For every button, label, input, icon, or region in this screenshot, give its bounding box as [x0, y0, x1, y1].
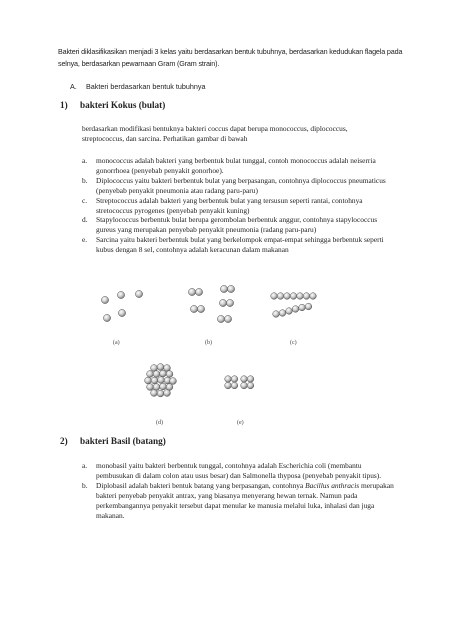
- list-item: [82, 156, 392, 176]
- figure-label-b: (b): [205, 340, 212, 346]
- list-marker: b.: [82, 175, 88, 185]
- list-item: [82, 461, 394, 481]
- list-text-part: merupakan bakteri penyebab penyakit antrax, yang biasanya menyerang hewan ternak. Namun pada perkembangannya penyakit tersebut dapat menular ke manusia melalui luka, inhalasi dan juga makanan.: [96, 481, 394, 520]
- figure-label-e: (e): [237, 420, 244, 426]
- list-text: [96, 481, 394, 521]
- list-marker: c.: [82, 195, 88, 205]
- section2-list: [82, 461, 394, 521]
- list-text: monobasil yaitu bakteri berbentuk tunggal, contohnya adalah Escherichia coli (membantu pembusukan di dalam colon atau usus besar) dan Salmonella thyposa (penyebab penyakit tipus).: [96, 461, 382, 480]
- diplococcus-illustration: [188, 285, 234, 322]
- coccus-figure-bottom: [140, 358, 270, 430]
- section2-title: bakteri Basil (batang): [80, 436, 166, 446]
- streptococcus-illustration: [271, 293, 317, 318]
- list-marker: a.: [82, 461, 88, 470]
- list-text: monococcus adalah bakteri yang berbentuk bulat tunggal, contoh monococcus adalah neiserria gonorrhoea (penyebab penyakit gonorhoe).: [96, 156, 376, 175]
- section1-heading: [60, 100, 165, 110]
- list-text: Streptococcus adalah bakteri yang berbentuk bulat yang tersusun seperti rantai, contohnya stretococcus pyrogenes (penyebab penyakit kuning): [96, 195, 363, 215]
- list-marker: d.: [82, 215, 88, 225]
- subsection-a-title: Bakteri berdasarkan bentuk tubuhnya: [86, 82, 206, 91]
- intro-paragraph: Bakteri diklasifikasikan menjadi 3 kelas yaitu berdasarkan bentuk tubuhnya, berdasarkan kedudukan flagela pada selnya, berdasarkan pewarnaan Gram (Gram strain).: [58, 47, 403, 68]
- section2-number: 2): [60, 436, 68, 446]
- list-marker: a.: [82, 156, 88, 165]
- species-name: Bacillus anthracis: [305, 481, 360, 490]
- staphylococcus-illustration: [145, 364, 177, 397]
- subsection-a: [70, 82, 205, 91]
- figure-label-c: (c): [290, 340, 297, 346]
- list-text: Diplococcus yaitu bakteri berbentuk bulat yang berpasangan, contohnya diplococcus pneumaticus (penyebab penyakit pneumonia atau radang paru-paru): [96, 175, 386, 195]
- list-item: [82, 235, 392, 255]
- subsection-a-marker: A.: [70, 82, 77, 91]
- list-item: [82, 176, 392, 196]
- section2-heading: [60, 436, 166, 446]
- section1-title: bakteri Kokus (bulat): [80, 100, 166, 110]
- list-item: [82, 196, 392, 216]
- coccus-figure-top: [95, 280, 320, 350]
- section1-paragraph: berdasarkan modifikasi bentuknya bakteri coccus dapat berupa monococcus, diplococcus, streptococcus, dan sarcina. Perhatikan gambar di bawah: [82, 124, 348, 143]
- list-text: Sarcina yaitu bakteri berbentuk bulat yang berkelompok empat-empat sehingga berbentuk seperti kubus dengan 8 sel, contohnya adalah keracunan dalam makanan: [96, 235, 384, 255]
- list-marker: e.: [82, 235, 88, 245]
- figure-label-a: (a): [113, 340, 120, 346]
- list-text-part: Diplobasil adalah bakteri bentuk batang yang berpasangan, contohnya: [96, 481, 306, 490]
- section1-number: 1): [60, 100, 68, 110]
- section1-list: [82, 156, 392, 255]
- figure-label-d: (d): [156, 420, 163, 426]
- monococcus-illustration: [101, 290, 142, 321]
- list-item: [82, 215, 392, 235]
- list-text: Stapylococcus berbentuk bulat berupa gerombolan berbentuk anggur, contohnya stapylococcus gureus yang merupakan penyebab penyakit pneumonia (radang paru-paru): [96, 215, 378, 235]
- sarcina-illustration: [225, 376, 254, 389]
- list-item: [82, 481, 394, 521]
- list-marker: b.: [82, 481, 88, 490]
